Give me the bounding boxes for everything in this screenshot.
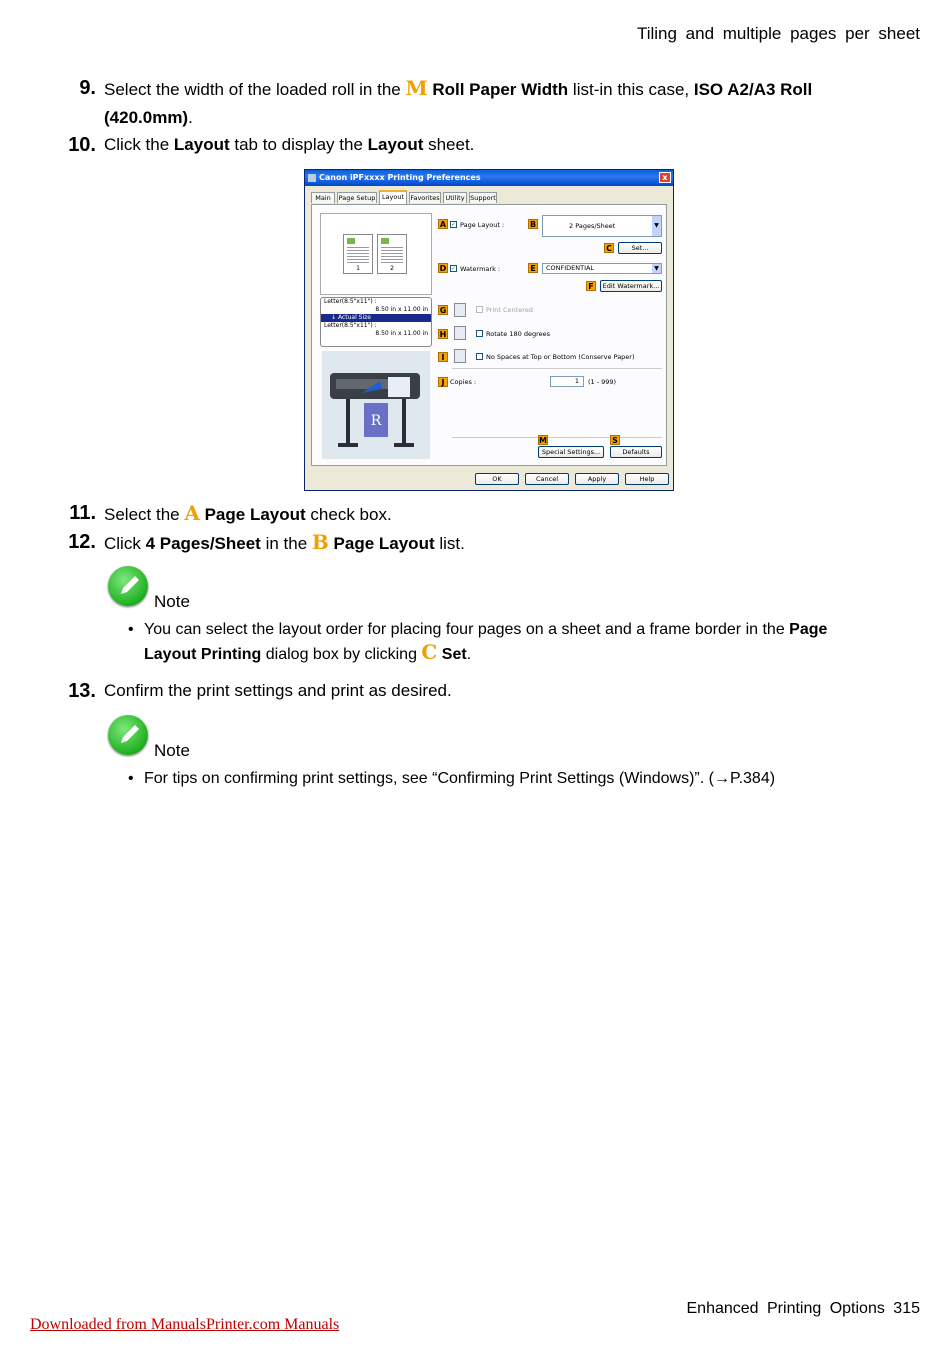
marker-b: B <box>529 220 537 229</box>
marker-g: G <box>439 306 447 315</box>
print-centered-label: Print Centered <box>486 306 533 314</box>
step-11 <box>0 499 900 527</box>
page-footer <box>687 1300 921 1318</box>
marker-a: A <box>184 501 200 525</box>
copies-label: Copies : <box>450 378 477 386</box>
paper-size-info: Letter(8.5"x11") : 8.50 in x 11.00 in ↓ Actual Size Letter(8.5"x11") : 8.50 in x 11.00 in <box>320 297 432 347</box>
printer-icon <box>322 351 430 459</box>
step-9 <box>0 74 900 130</box>
note-label: Note <box>154 741 190 760</box>
layout-panel <box>311 204 667 466</box>
rotate-180-checkbox[interactable] <box>476 330 483 337</box>
marker-e: E <box>528 263 538 273</box>
set-button[interactable]: Set... <box>618 242 662 254</box>
no-spaces-label: No Spaces at Top or Bottom (Conserve Paper) <box>486 353 635 361</box>
marker-a: A <box>439 220 447 229</box>
no-spaces-checkbox[interactable] <box>476 353 483 360</box>
conserve-paper-icon <box>454 349 466 363</box>
step-number: 12. <box>68 531 96 553</box>
step-text: Confirm the print settings and print as desired. <box>104 681 452 700</box>
marker-d: D <box>439 264 447 273</box>
print-centered-checkbox[interactable] <box>476 306 483 313</box>
marker-c: C <box>604 243 614 253</box>
step-number: 9. <box>79 77 96 99</box>
marker-m: M <box>405 76 428 100</box>
note-text: • You can select the layout order for placing four pages on a sheet and a frame border in the Page Layout Printing dialog box by clicking C Set. <box>128 618 884 666</box>
marker-i: I <box>438 352 448 362</box>
tab-main[interactable]: Main <box>311 192 335 203</box>
page-badge-icon <box>347 238 355 244</box>
rotate-icon <box>454 326 466 340</box>
note-text: • For tips on confirming print settings, see “Confirming Print Settings (Windows)”. (→P.384) <box>128 767 884 790</box>
close-icon[interactable]: x <box>659 172 671 183</box>
tab-page-setup[interactable]: Page Setup <box>338 194 376 202</box>
edit-watermark-button[interactable]: Edit Watermark... <box>600 280 662 292</box>
marker-f: F <box>586 281 596 291</box>
dialog-titlebar <box>305 170 673 186</box>
note-pencil-icon <box>108 715 148 755</box>
dialog-title: Canon iPFxxxx Printing Preferences <box>319 173 481 182</box>
copies-range: (1 - 999) <box>588 378 617 386</box>
chevron-down-icon: ▼ <box>652 216 661 236</box>
step-number: 11. <box>69 502 96 524</box>
step-number: 13. <box>68 680 96 702</box>
step-13 <box>0 677 900 705</box>
printing-preferences-dialog <box>304 169 674 491</box>
watermark-checkbox[interactable]: ✓ <box>451 265 457 272</box>
help-button[interactable]: Help <box>625 473 669 485</box>
defaults-button[interactable]: Defaults <box>610 446 662 458</box>
watermark-label: Watermark : <box>460 265 501 273</box>
ok-button[interactable]: OK <box>475 473 519 485</box>
page-number: 315 <box>893 1300 920 1317</box>
actual-size-row: ↓ Actual Size <box>321 314 431 322</box>
svg-text:R: R <box>370 413 382 429</box>
printer-illustration <box>322 351 430 459</box>
note-1 <box>108 566 888 666</box>
copies-input[interactable]: 1 <box>550 376 584 387</box>
preview-page-2: 2 <box>377 234 407 274</box>
step-number: 10. <box>68 134 96 156</box>
marker-m: M <box>539 436 547 445</box>
step-12 <box>0 528 900 556</box>
apply-button[interactable]: Apply <box>575 473 619 485</box>
step-text: Select the width of the loaded roll in the M Roll Paper Width list-in this case, ISO A2/A3 Roll (420.0mm). <box>104 76 813 127</box>
special-settings-button[interactable]: Special Settings... <box>538 446 604 458</box>
tab-utility[interactable]: Utility <box>443 192 467 203</box>
page-header-title: Tiling and multiple pages per sheet <box>636 24 920 43</box>
step-text: Click the Layout tab to display the Layout sheet. <box>104 135 475 154</box>
note-label: Note <box>154 592 190 611</box>
watermark-select[interactable]: CONFIDENTIAL ▼ <box>542 263 662 274</box>
rotate-180-label: Rotate 180 degrees <box>486 330 550 338</box>
marker-s: S <box>610 435 620 445</box>
page-layout-checkbox[interactable]: ✓ <box>451 221 457 228</box>
marker-b: B <box>311 530 329 554</box>
marker-j: J <box>438 377 448 387</box>
layout-preview <box>320 213 432 295</box>
page-layout-label: Page Layout : <box>460 221 505 229</box>
footer-section: Enhanced Printing Options <box>686 1300 885 1317</box>
download-source-link[interactable]: Downloaded from ManualsPrinter.com Manuals <box>30 1316 340 1333</box>
page-badge-icon <box>381 238 389 244</box>
note-pencil-icon <box>108 566 148 606</box>
note-2 <box>108 715 888 795</box>
tab-support[interactable]: Support <box>470 194 496 202</box>
page-layout-select[interactable]: 2 Pages/Sheet ▼ <box>542 215 662 237</box>
marker-h: H <box>439 330 447 339</box>
preview-page-1: 1 <box>343 234 373 274</box>
printer-icon <box>308 174 316 182</box>
chevron-down-icon: ▼ <box>652 264 661 273</box>
cancel-button[interactable]: Cancel <box>525 473 569 485</box>
marker-c: C <box>421 640 438 664</box>
step-10 <box>0 131 900 159</box>
tab-layout[interactable]: Layout <box>379 190 407 204</box>
page-centered-icon <box>454 303 466 317</box>
step-text: Select the A Page Layout check box. <box>104 501 392 525</box>
step-text: Click 4 Pages/Sheet in the B Page Layout list. <box>104 530 465 554</box>
tab-favorites[interactable]: Favorites <box>410 194 440 202</box>
